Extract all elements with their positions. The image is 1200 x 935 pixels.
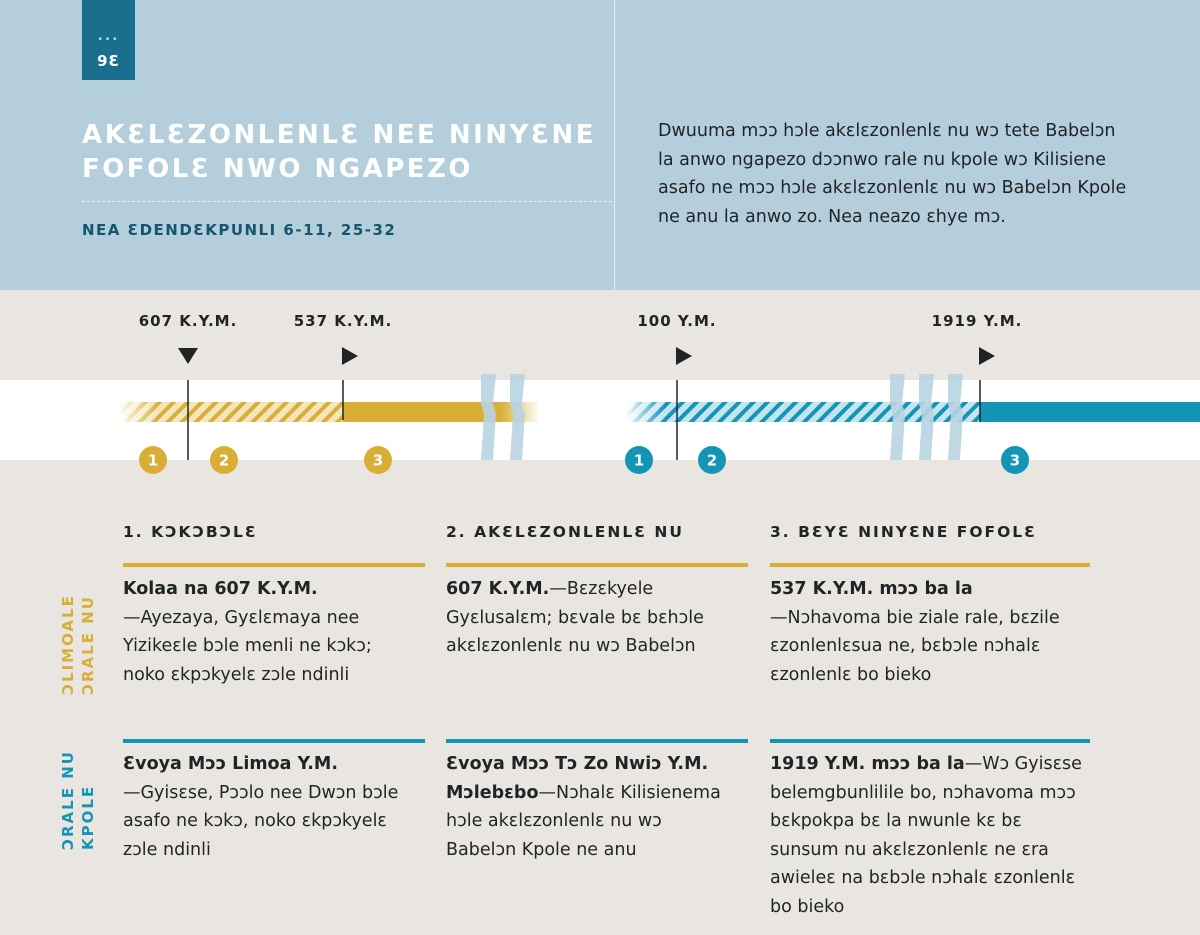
major-entry-2-text: —Nɔhalɛ Kilisienema hɔle akɛlɛzonlenlɛ nu wɔ Babelɔn Kpole ne anu: [446, 782, 721, 860]
column-heading-1: 1. KƆKƆBƆLƐ: [123, 523, 258, 541]
gold-rule-2: [446, 563, 748, 567]
gold-marker-label: 1: [147, 451, 159, 470]
date-label-537: 537 K.Y.M.: [293, 312, 393, 330]
major-fulfillment-label: [58, 740, 98, 850]
blue-marker-label: 2: [706, 451, 718, 470]
column-heading-3: 3. BƐYƐ NINYƐNE FOFOLƐ: [770, 523, 1037, 541]
ancient-label-line1: ƆLIMOALE: [59, 594, 77, 695]
down-arrow-icon: [178, 348, 198, 364]
major-entry-1-lead: Ɛvoya Mɔɔ Limoa Y.M.: [123, 754, 338, 774]
major-label-line2: KPOLE: [79, 784, 97, 850]
right-arrow-icon: [979, 347, 995, 365]
right-arrow-icon: [342, 347, 358, 365]
date-label-607: 607 K.Y.M.: [138, 312, 238, 330]
major-entry-3-lead: 1919 Y.M. mɔɔ ba la: [770, 754, 965, 774]
blue-marker-label: 1: [633, 451, 645, 470]
ancient-entry-2-lead: 607 K.Y.M.: [446, 579, 550, 599]
timeline: [0, 290, 1200, 480]
major-entry-2-lead2: Mɔlebɛbo: [446, 782, 539, 803]
gold-rule-1: [123, 563, 425, 567]
date-label-1919: 1919 Y.M.: [931, 312, 1023, 330]
ancient-entry-2: [446, 575, 736, 661]
intro-paragraph: Dwuuma mɔɔ hɔle akɛlɛzonlenlɛ nu wɔ tete Babelɔn la anwo ngapezo dɔɔnwo rale nu kpole wɔ Kilisiene asafo ne mɔɔ hɔle akɛlɛzonlenlɛ nu wɔ Babelɔn Kpole ne anu la anwo zo. Nea neazo ɛhye mɔ.: [658, 121, 1127, 227]
ancient-entry-1: [123, 575, 413, 689]
blue-rule-1: [123, 739, 425, 743]
ancient-entry-3-text: —Nɔhavoma bie ziale rale, bɛzile ɛzonlenlɛsua ne, bɛbɔle nɔhalɛ ɛzonlenlɛ bo bieko: [770, 607, 1060, 685]
gold-rule-3: [770, 563, 1090, 567]
ancient-entry-1-text: —Ayezaya, Gyɛlɛmaya nee Yizikeɛle bɔle menli ne kɔkɔ; noko ɛkpɔkyelɛ zɔle ndinli: [123, 607, 372, 685]
ancient-entry-3: [770, 575, 1090, 689]
gold-hatched-segment-2: [188, 402, 343, 422]
major-entry-1: [123, 750, 413, 864]
page-title: AKƐLƐZONLENLƐ NEE NINYƐNE FOFOLƐ NWO NGAPEZO: [82, 120, 596, 184]
major-entry-1-text: —Gyisɛse, Pɔɔlo nee Dwɔn bɔle asafo ne kɔkɔ, noko ɛkpɔkyelɛ zɔle ndinli: [123, 782, 399, 860]
major-label-line1: ƆRALE NU: [59, 750, 77, 850]
page-number-tab: [82, 0, 135, 80]
scripture-reference: NEA ƐDENDƐKPUNLI 6-11, 25-32: [82, 221, 397, 239]
gold-marker-label: 2: [218, 451, 230, 470]
blue-rule-2: [446, 739, 748, 743]
blue-solid-segment: [980, 402, 1200, 422]
header-divider: [614, 0, 615, 290]
major-entry-3-text: —Wɔ Gyisɛse belemgbunlilile bo, nɔhavoma mɔɔ bɛkpokpa bɛ la nwunle kɛ bɛ sunsum nu akɛlɛzonlenlɛ ne ɛra awieleɛ na bɛbɔle nɔhalɛ ɛzonlenlɛ bo bieko: [770, 754, 1082, 917]
ancient-label-line2: ƆRALE NU: [79, 595, 97, 695]
ancient-entry-1-lead: Kolaa na 607 K.Y.M.: [123, 579, 318, 599]
major-entry-2-lead: Ɛvoya Mɔɔ Tɔ Zo Nwiɔ Y.M.: [446, 754, 709, 774]
ancient-entry-2-text: —Bɛzɛkyele Gyɛlusalɛm; bɛvale bɛ bɛhɔle akɛlɛzonlenlɛ nu wɔ Babelɔn: [446, 579, 704, 656]
blue-marker-label: 3: [1009, 451, 1021, 470]
timeline-breaks-blue: [890, 374, 963, 460]
date-label-100: 100 Y.M.: [637, 312, 717, 330]
gold-marker-label: 3: [372, 451, 384, 470]
page-number: 9Ɛ: [97, 52, 120, 70]
page-dots: •••: [97, 35, 120, 45]
major-entry-2: [446, 750, 736, 864]
blue-rule-3: [770, 739, 1090, 743]
title-rule: [82, 201, 612, 202]
major-entry-3: [770, 750, 1090, 921]
ancient-fulfillment-label: [58, 565, 98, 695]
ancient-entry-3-lead: 537 K.Y.M. mɔɔ ba la: [770, 579, 973, 599]
right-arrow-icon: [676, 347, 692, 365]
column-heading-2: 2. AKƐLƐZONLENLƐ NU: [446, 523, 684, 541]
